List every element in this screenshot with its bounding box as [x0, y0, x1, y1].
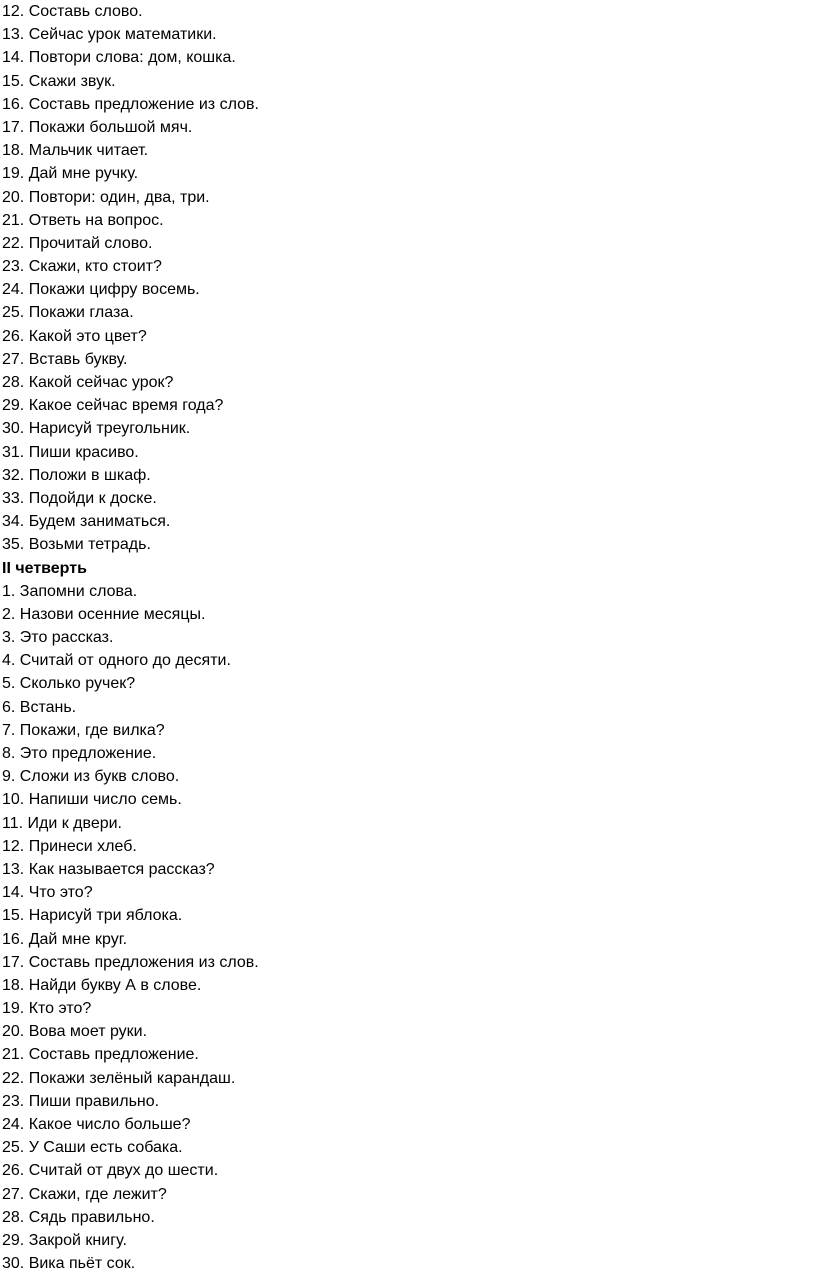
- list-item: 29. Закрой книгу.: [2, 1231, 127, 1249]
- list-item: 22. Покажи зелёный карандаш.: [2, 1069, 236, 1087]
- list-item: 20. Вова моет руки.: [2, 1023, 148, 1041]
- list-item: 17. Составь предложения из слов.: [2, 953, 259, 971]
- list-item: 27. Вставь букву.: [2, 350, 128, 368]
- list-item: 4. Считай от одного до десяти.: [2, 652, 231, 670]
- list-item: 14. Что это?: [2, 884, 93, 902]
- list-item: 15. Нарисуй три яблока.: [2, 907, 183, 925]
- list-item: 10. Напиши число семь.: [2, 791, 182, 809]
- list-item: 29. Какое сейчас время года?: [2, 397, 224, 415]
- list-item: 35. Возьми тетрадь.: [2, 536, 151, 554]
- list-item: 12. Принеси хлеб.: [2, 837, 137, 855]
- list-item: 2. Назови осенние месяцы.: [2, 605, 206, 623]
- list-item: 20. Повтори: один, два, три.: [2, 188, 210, 206]
- list-item: 13. Как называется рассказ?: [2, 860, 215, 878]
- list-item: 18. Найди букву А в слове.: [2, 976, 202, 994]
- list-item: 26. Какой это цвет?: [2, 327, 147, 345]
- list-item: 5. Сколько ручек?: [2, 675, 136, 693]
- list-item: 16. Дай мне круг.: [2, 930, 128, 948]
- document-page: [0, 0, 259, 1275]
- section-two-heading: II четверть: [2, 559, 87, 577]
- list-item: 33. Подойди к доске.: [2, 489, 157, 507]
- list-item: 22. Прочитай слово.: [2, 234, 153, 252]
- list-item: 14. Повтори слова: дом, кошка.: [2, 49, 236, 67]
- list-item: 15. Скажи звук.: [2, 72, 116, 90]
- list-item: 9. Сложи из букв слово.: [2, 768, 180, 786]
- list-item: 25. У Саши есть собака.: [2, 1139, 183, 1157]
- list-item: 18. Мальчик читает.: [2, 142, 149, 160]
- list-item: 19. Дай мне ручку.: [2, 165, 139, 183]
- section-two-list: [2, 580, 259, 1275]
- list-item: 30. Вика пьёт сок.: [2, 1255, 136, 1273]
- list-item: 27. Скажи, где лежит?: [2, 1185, 167, 1203]
- list-item: 28. Какой сейчас урок?: [2, 374, 174, 391]
- list-item: 23. Пиши правильно.: [2, 1092, 160, 1110]
- list-item: 3. Это рассказ.: [2, 629, 114, 647]
- list-item: 21. Ответь на вопрос.: [2, 211, 164, 229]
- list-item: 32. Положи в шкаф.: [2, 466, 151, 484]
- list-item: 24. Какое число больше?: [2, 1116, 191, 1133]
- list-item: 1. Запомни слова.: [2, 582, 138, 600]
- list-item: 24. Покажи цифру восемь.: [2, 281, 200, 299]
- list-item: 7. Покажи, где вилка?: [2, 721, 165, 739]
- list-item: 28. Сядь правильно.: [2, 1208, 155, 1226]
- list-item: 25. Покажи глаза.: [2, 304, 134, 322]
- list-item: 13. Сейчас урок математики.: [2, 26, 217, 44]
- list-item: 21. Составь предложение.: [2, 1046, 199, 1064]
- list-item: 19. Кто это?: [2, 1000, 92, 1018]
- list-item: 8. Это предложение.: [2, 745, 157, 762]
- list-item: 23. Скажи, кто стоит?: [2, 258, 162, 276]
- list-item: 6. Встань.: [2, 698, 77, 716]
- list-item: 30. Нарисуй треугольник.: [2, 420, 191, 438]
- list-item: 26. Считай от двух до шести.: [2, 1162, 219, 1180]
- list-item: 12. Составь слово.: [2, 3, 143, 20]
- list-item: 16. Составь предложение из слов.: [2, 95, 259, 113]
- list-item: 11. Иди к двери.: [2, 814, 122, 832]
- list-item: 17. Покажи большой мяч.: [2, 118, 193, 136]
- list-item: 31. Пиши красиво.: [2, 443, 139, 461]
- list-item: 34. Будем заниматься.: [2, 513, 171, 531]
- section-one-list: [2, 0, 259, 557]
